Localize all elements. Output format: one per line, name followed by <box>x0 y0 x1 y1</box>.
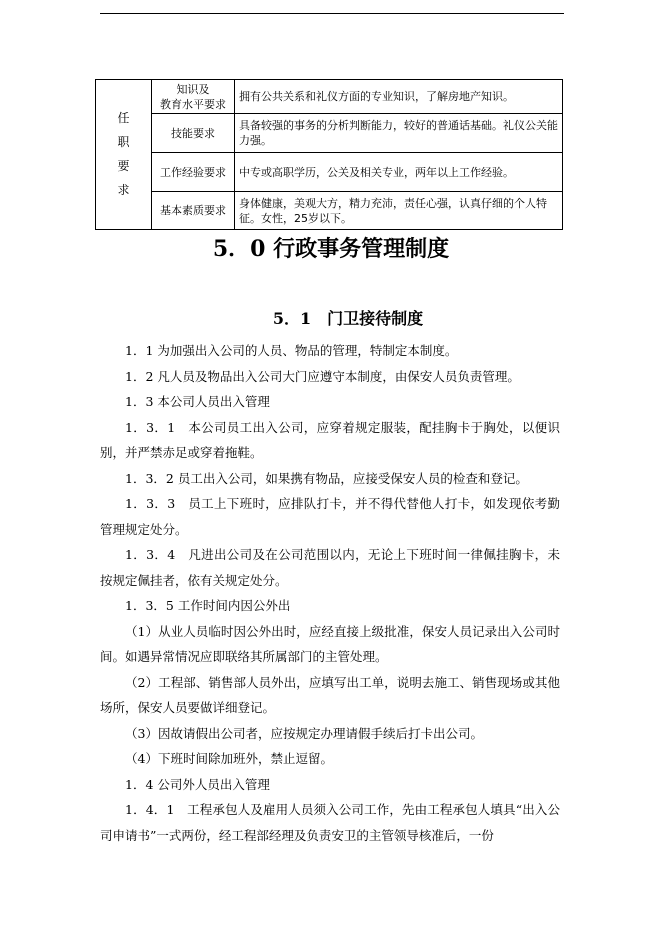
paragraph: 1．2 凡人员及物品出入公司大门应遵守本制度，由保安人员负责管理。 <box>125 368 520 384</box>
requirements-side-label <box>96 80 152 230</box>
row-desc-skills: 具备较强的事务的分析判断能力，较好的普通话基础。礼仪公关能力强。 <box>235 114 563 153</box>
row-label-education: 知识及 教育水平要求 <box>152 80 235 114</box>
header-rule <box>100 13 564 14</box>
row-desc-quality: 身体健康，美观大方，精力充沛，责任心强，认真仔细的个人特征。女性，25岁以下。 <box>235 192 563 230</box>
side-char: 求 <box>117 183 130 197</box>
paragraph: 1．1 为加强出入公司的人员、物品的管理，特制定本制度。 <box>125 343 458 358</box>
paragraph: 1．3 本公司人员出入管理 <box>125 394 270 409</box>
paragraph: 1．4．1 工程承包人及雇用人员须入公司工作，先由工程承包人填具“出入公司申请书”一式两份，经工程部经理及负责安卫的主管领导核准后，一份 <box>100 802 560 843</box>
paragraph: 1．3．4 凡进出公司及在公司范围以内，无论上下班时间一律佩挂胸卡，未按规定佩挂者，依有关规定处分。 <box>100 547 560 588</box>
table-row <box>96 153 563 192</box>
paragraph: （1）从业人员临时因公外出时，应经直接上级批准，保安人员记录出入公司时间。如遇异常情况应即联络其所属部门的主管处理。 <box>100 623 560 664</box>
row-label-quality: 基本素质要求 <box>152 192 235 230</box>
row-label-experience: 工作经验要求 <box>152 153 235 192</box>
job-requirements-table <box>95 79 563 230</box>
section-heading: 5．1 门卫接待制度 <box>272 309 424 328</box>
body-text <box>100 338 560 848</box>
paragraph: （3）因故请假出公司者，应按规定办理请假手续后打卡出公司。 <box>125 725 483 741</box>
row-desc-education: 拥有公共关系和礼仪方面的专业知识，了解房地产知识。 <box>235 80 563 114</box>
row-desc-experience: 中专或高职学历，公关及相关专业，两年以上工作经验。 <box>235 153 563 192</box>
table-row <box>96 114 563 153</box>
paragraph: 1．4 公司外人员出入管理 <box>125 776 270 792</box>
paragraph: （2）工程部、销售部人员外出，应填写出工单，说明去施工、销售现场或其他场所，保安人员要做详细登记。 <box>100 674 560 715</box>
side-char: 任 <box>117 111 130 125</box>
row-label-skills: 技能要求 <box>152 114 235 153</box>
side-char: 要 <box>117 159 130 173</box>
paragraph: （4）下班时间除加班外，禁止逗留。 <box>125 751 333 766</box>
paragraph: 1．3．3 员工上下班时，应排队打卡，并不得代替他人打卡，如发现依考勤管理规定处分。 <box>100 496 560 537</box>
table-row <box>96 80 563 114</box>
chapter-heading: 5．0 行政事务管理制度 <box>212 236 450 262</box>
side-char: 职 <box>117 135 130 149</box>
paragraph: 1．3．2 员工出入公司，如果携有物品，应接受保安人员的检查和登记。 <box>125 470 528 486</box>
paragraph: 1．3．1 本公司员工出入公司，应穿着规定服装，配挂胸卡于胸处，以便识别，并严禁赤足或穿着拖鞋。 <box>100 419 560 460</box>
table-row <box>96 192 563 230</box>
paragraph: 1．3．5 工作时间内因公外出 <box>125 598 291 613</box>
